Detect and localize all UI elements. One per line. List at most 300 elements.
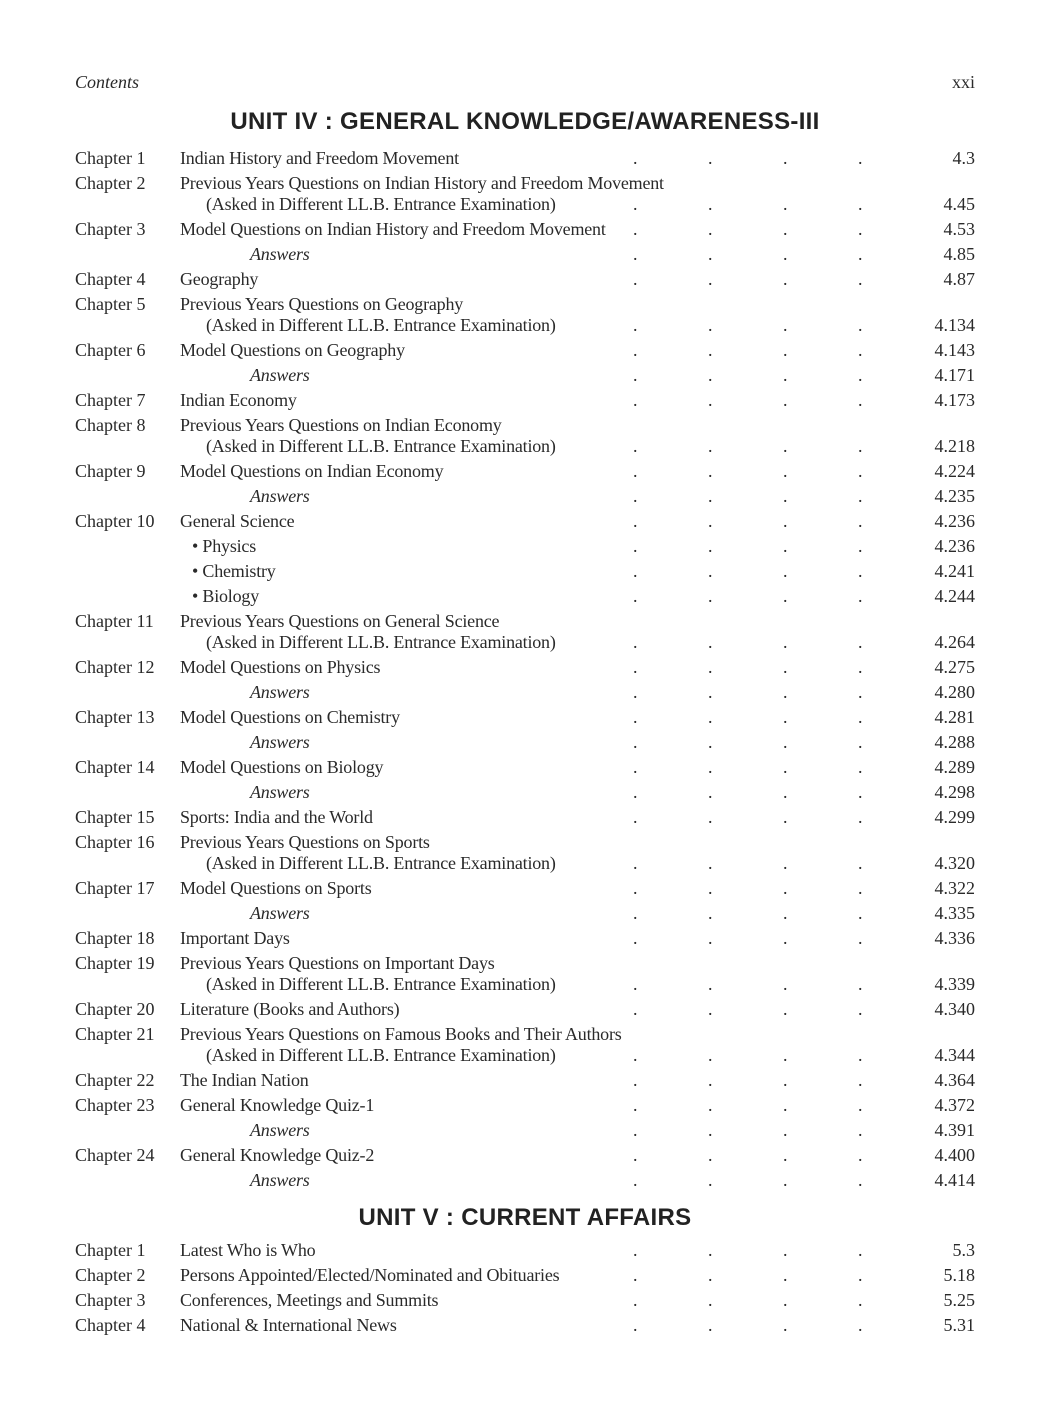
leader-dot: . (633, 1070, 638, 1090)
toc-entry (0, 1069, 1050, 1091)
leader-dot: . (858, 1265, 863, 1285)
chapter-number: Chapter 5 (75, 294, 146, 314)
leader-dot: . (633, 486, 638, 506)
leader-dot: . (708, 244, 713, 264)
leader-dot: . (858, 1095, 863, 1115)
leader-dot: . (633, 903, 638, 923)
page-reference: 4.400 (934, 1145, 975, 1165)
chapter-number: Chapter 4 (75, 269, 146, 289)
leader-dot: . (858, 999, 863, 1019)
toc-entry (0, 998, 1050, 1020)
toc-entry-continuation (0, 193, 1050, 215)
leader-dot: . (633, 928, 638, 948)
page-reference: 4.289 (934, 757, 975, 777)
toc-entry (0, 902, 1050, 924)
leader-dot: . (858, 219, 863, 239)
page-reference: 4.173 (934, 390, 975, 410)
leader-dot: . (708, 682, 713, 702)
chapter-title: Important Days (180, 928, 290, 948)
chapter-number: Chapter 21 (75, 1024, 155, 1044)
leader-dot: . (708, 536, 713, 556)
page-reference: 4.3 (952, 148, 975, 168)
toc-entry (0, 364, 1050, 386)
toc-entry (0, 389, 1050, 411)
chapter-number: Chapter 23 (75, 1095, 155, 1115)
leader-dot: . (783, 148, 788, 168)
leader-dot: . (633, 974, 638, 994)
leader-dot: . (708, 194, 713, 214)
chapter-number: Chapter 20 (75, 999, 155, 1019)
toc-entry (0, 927, 1050, 949)
leader-dot: . (708, 269, 713, 289)
toc-entry-continuation (0, 314, 1050, 336)
leader-dot: . (858, 657, 863, 677)
leader-dot: . (708, 1120, 713, 1140)
page-reference: 4.391 (934, 1120, 975, 1140)
page-number: xxi (951, 72, 975, 92)
toc-entry-continuation (0, 1044, 1050, 1066)
toc-entry (0, 1119, 1050, 1141)
leader-dot: . (708, 1095, 713, 1115)
leader-dot: . (783, 1265, 788, 1285)
leader-dot: . (633, 561, 638, 581)
chapter-number: Chapter 3 (75, 219, 146, 239)
leader-dot: . (633, 461, 638, 481)
chapter-number: Chapter 2 (75, 173, 146, 193)
toc-entry (0, 831, 1050, 853)
leader-dot: . (708, 632, 713, 652)
leader-dot: . (783, 365, 788, 385)
leader-dot: . (858, 1240, 863, 1260)
leader-dot: . (708, 219, 713, 239)
chapter-title: Model Questions on Geography (180, 340, 405, 360)
toc-entry (0, 806, 1050, 828)
leader-dot: . (783, 536, 788, 556)
chapter-number: Chapter 7 (75, 390, 146, 410)
page-reference: 4.134 (934, 315, 975, 335)
leader-dot: . (783, 390, 788, 410)
leader-dot: . (708, 903, 713, 923)
leader-dot: . (708, 878, 713, 898)
toc-entry (0, 585, 1050, 607)
toc-entry (0, 560, 1050, 582)
subtopic-title: • Physics (192, 536, 257, 556)
leader-dot: . (633, 148, 638, 168)
leader-dot: . (858, 1120, 863, 1140)
toc-entry (0, 172, 1050, 194)
toc-entry (0, 1094, 1050, 1116)
toc-entry-continuation (0, 631, 1050, 653)
chapter-subtitle: (Asked in Different LL.B. Entrance Examination) (206, 974, 556, 994)
toc-entry-continuation (0, 973, 1050, 995)
leader-dot: . (708, 1070, 713, 1090)
chapter-number: Chapter 12 (75, 657, 155, 677)
toc-entry (0, 610, 1050, 632)
toc-entry (0, 460, 1050, 482)
leader-dot: . (633, 707, 638, 727)
chapter-title: The Indian Nation (180, 1070, 309, 1090)
leader-dot: . (633, 194, 638, 214)
page-reference: 5.31 (943, 1315, 975, 1335)
leader-dot: . (783, 974, 788, 994)
chapter-title: Previous Years Questions on Important Days (180, 953, 495, 973)
leader-dot: . (858, 148, 863, 168)
leader-dot: . (858, 878, 863, 898)
toc-entry-continuation (0, 852, 1050, 874)
leader-dot: . (783, 807, 788, 827)
leader-dot: . (633, 782, 638, 802)
chapter-number: Chapter 22 (75, 1070, 155, 1090)
chapter-title: Previous Years Questions on General Science (180, 611, 500, 631)
chapter-title: Previous Years Questions on Geography (180, 294, 464, 314)
unit-heading: UNIT V : CURRENT AFFAIRS (358, 1204, 692, 1231)
toc-entry (0, 1264, 1050, 1286)
leader-dot: . (708, 732, 713, 752)
running-header-title: Contents (75, 72, 140, 92)
leader-dot: . (633, 1170, 638, 1190)
leader-dot: . (708, 148, 713, 168)
chapter-number: Chapter 19 (75, 953, 155, 973)
chapter-subtitle: (Asked in Different LL.B. Entrance Examination) (206, 436, 556, 456)
toc-entry (0, 1023, 1050, 1045)
toc-entry (0, 1144, 1050, 1166)
page-reference: 4.224 (934, 461, 975, 481)
answers-label: Answers (250, 1120, 310, 1140)
page-reference: 4.87 (943, 269, 975, 289)
leader-dot: . (708, 1290, 713, 1310)
leader-dot: . (708, 461, 713, 481)
leader-dot: . (783, 340, 788, 360)
chapter-title: Conferences, Meetings and Summits (180, 1290, 439, 1310)
chapter-number: Chapter 2 (75, 1265, 146, 1285)
page-reference: 4.339 (934, 974, 975, 994)
leader-dot: . (708, 340, 713, 360)
leader-dot: . (633, 1290, 638, 1310)
leader-dot: . (708, 807, 713, 827)
leader-dot: . (858, 365, 863, 385)
toc-entry (0, 1239, 1050, 1261)
chapter-title: Model Questions on Sports (180, 878, 372, 898)
leader-dot: . (633, 682, 638, 702)
chapter-number: Chapter 14 (75, 757, 155, 777)
leader-dot: . (858, 1145, 863, 1165)
page-reference: 4.45 (943, 194, 975, 214)
chapter-number: Chapter 15 (75, 807, 155, 827)
leader-dot: . (858, 461, 863, 481)
toc-entry (0, 1169, 1050, 1191)
page-reference: 4.335 (934, 903, 975, 923)
chapter-number: Chapter 11 (75, 611, 154, 631)
leader-dot: . (858, 390, 863, 410)
toc-entry (0, 1289, 1050, 1311)
leader-dot: . (783, 707, 788, 727)
page-reference: 4.336 (934, 928, 975, 948)
chapter-title: Previous Years Questions on Famous Books and Their Authors (180, 1024, 622, 1044)
leader-dot: . (783, 486, 788, 506)
toc-entry (0, 218, 1050, 240)
page-reference: 5.18 (943, 1265, 975, 1285)
leader-dot: . (708, 1315, 713, 1335)
chapter-title: Model Questions on Physics (180, 657, 381, 677)
leader-dot: . (633, 536, 638, 556)
chapter-number: Chapter 9 (75, 461, 146, 481)
chapter-subtitle: (Asked in Different LL.B. Entrance Examination) (206, 853, 556, 873)
chapter-title: Previous Years Questions on Sports (180, 832, 430, 852)
chapter-title: Persons Appointed/Elected/Nominated and Obituaries (180, 1265, 560, 1285)
toc-entry (0, 339, 1050, 361)
page-reference: 4.281 (934, 707, 975, 727)
chapter-number: Chapter 18 (75, 928, 155, 948)
leader-dot: . (708, 390, 713, 410)
leader-dot: . (783, 219, 788, 239)
toc-entry (0, 535, 1050, 557)
leader-dot: . (708, 999, 713, 1019)
leader-dot: . (858, 269, 863, 289)
leader-dot: . (783, 1170, 788, 1190)
leader-dot: . (783, 682, 788, 702)
page-reference: 4.414 (934, 1170, 975, 1190)
page-reference: 4.235 (934, 486, 975, 506)
leader-dot: . (783, 657, 788, 677)
page-reference: 4.364 (934, 1070, 975, 1090)
chapter-number: Chapter 1 (75, 1240, 146, 1260)
page-reference: 4.236 (934, 511, 975, 531)
toc-entry (0, 656, 1050, 678)
toc-entry (0, 147, 1050, 169)
leader-dot: . (783, 315, 788, 335)
toc-entry (0, 681, 1050, 703)
leader-dot: . (633, 657, 638, 677)
answers-label: Answers (250, 244, 310, 264)
leader-dot: . (708, 707, 713, 727)
leader-dot: . (858, 536, 863, 556)
answers-label: Answers (250, 365, 310, 385)
leader-dot: . (633, 365, 638, 385)
leader-dot: . (858, 561, 863, 581)
page-reference: 4.85 (943, 244, 975, 264)
unit-heading: UNIT IV : GENERAL KNOWLEDGE/AWARENESS-III (230, 108, 820, 135)
leader-dot: . (858, 682, 863, 702)
leader-dot: . (858, 853, 863, 873)
leader-dot: . (858, 194, 863, 214)
chapter-number: Chapter 10 (75, 511, 155, 531)
leader-dot: . (708, 853, 713, 873)
chapter-title: Model Questions on Biology (180, 757, 384, 777)
leader-dot: . (783, 853, 788, 873)
answers-label: Answers (250, 682, 310, 702)
leader-dot: . (708, 657, 713, 677)
leader-dot: . (783, 244, 788, 264)
chapter-subtitle: (Asked in Different LL.B. Entrance Examination) (206, 1045, 556, 1065)
leader-dot: . (858, 1045, 863, 1065)
leader-dot: . (708, 511, 713, 531)
leader-dot: . (708, 436, 713, 456)
toc-entry-continuation (0, 435, 1050, 457)
page-reference: 4.241 (934, 561, 975, 581)
leader-dot: . (858, 757, 863, 777)
leader-dot: . (783, 1045, 788, 1065)
toc-entry (0, 1314, 1050, 1336)
chapter-subtitle: (Asked in Different LL.B. Entrance Examination) (206, 632, 556, 652)
leader-dot: . (708, 1240, 713, 1260)
answers-label: Answers (250, 782, 310, 802)
leader-dot: . (783, 903, 788, 923)
leader-dot: . (708, 1145, 713, 1165)
toc-entry (0, 952, 1050, 974)
page-reference: 4.264 (934, 632, 975, 652)
leader-dot: . (858, 315, 863, 335)
leader-dot: . (708, 586, 713, 606)
chapter-number: Chapter 3 (75, 1290, 146, 1310)
leader-dot: . (708, 782, 713, 802)
page-reference: 4.143 (934, 340, 975, 360)
leader-dot: . (633, 340, 638, 360)
toc-entry (0, 877, 1050, 899)
leader-dot: . (858, 1290, 863, 1310)
leader-dot: . (783, 436, 788, 456)
leader-dot: . (858, 1315, 863, 1335)
leader-dot: . (633, 1045, 638, 1065)
page-reference: 4.280 (934, 682, 975, 702)
leader-dot: . (783, 999, 788, 1019)
answers-label: Answers (250, 903, 310, 923)
leader-dot: . (858, 782, 863, 802)
leader-dot: . (858, 486, 863, 506)
leader-dot: . (633, 732, 638, 752)
answers-label: Answers (250, 1170, 310, 1190)
leader-dot: . (633, 632, 638, 652)
page-reference: 4.218 (934, 436, 975, 456)
leader-dot: . (633, 1240, 638, 1260)
leader-dot: . (858, 1170, 863, 1190)
toc-entry (0, 243, 1050, 265)
chapter-title: Previous Years Questions on Indian Economy (180, 415, 502, 435)
leader-dot: . (708, 486, 713, 506)
leader-dot: . (858, 707, 863, 727)
chapter-number: Chapter 17 (75, 878, 155, 898)
leader-dot: . (783, 878, 788, 898)
toc-entry (0, 706, 1050, 728)
toc-entry (0, 781, 1050, 803)
leader-dot: . (783, 511, 788, 531)
toc-entry (0, 268, 1050, 290)
leader-dot: . (858, 1070, 863, 1090)
leader-dot: . (708, 315, 713, 335)
leader-dot: . (708, 928, 713, 948)
leader-dot: . (783, 928, 788, 948)
leader-dot: . (783, 1290, 788, 1310)
page-reference: 4.320 (934, 853, 975, 873)
chapter-title: Indian Economy (180, 390, 297, 410)
chapter-title: Model Questions on Indian History and Freedom Movement (180, 219, 606, 239)
toc-entry (0, 731, 1050, 753)
page-reference: 4.344 (934, 1045, 975, 1065)
leader-dot: . (633, 269, 638, 289)
leader-dot: . (783, 1070, 788, 1090)
leader-dot: . (783, 632, 788, 652)
leader-dot: . (633, 853, 638, 873)
page-reference: 4.171 (934, 365, 975, 385)
chapter-title: Geography (180, 269, 259, 289)
leader-dot: . (858, 340, 863, 360)
leader-dot: . (633, 1095, 638, 1115)
leader-dot: . (783, 1240, 788, 1260)
leader-dot: . (783, 732, 788, 752)
page-reference: 4.299 (934, 807, 975, 827)
page-reference: 4.244 (934, 586, 975, 606)
chapter-title: Indian History and Freedom Movement (180, 148, 459, 168)
leader-dot: . (633, 807, 638, 827)
leader-dot: . (633, 244, 638, 264)
chapter-subtitle: (Asked in Different LL.B. Entrance Examination) (206, 194, 556, 214)
chapter-number: Chapter 1 (75, 148, 146, 168)
leader-dot: . (783, 269, 788, 289)
leader-dot: . (708, 1045, 713, 1065)
page-reference: 4.288 (934, 732, 975, 752)
chapter-title: National & International News (180, 1315, 397, 1335)
page-reference: 4.298 (934, 782, 975, 802)
leader-dot: . (633, 1265, 638, 1285)
leader-dot: . (783, 561, 788, 581)
chapter-title: Latest Who is Who (180, 1240, 316, 1260)
page-reference: 4.236 (934, 536, 975, 556)
leader-dot: . (858, 586, 863, 606)
leader-dot: . (633, 878, 638, 898)
answers-label: Answers (250, 732, 310, 752)
chapter-number: Chapter 4 (75, 1315, 146, 1335)
leader-dot: . (633, 1315, 638, 1335)
chapter-number: Chapter 6 (75, 340, 146, 360)
page-reference: 4.372 (934, 1095, 975, 1115)
chapter-number: Chapter 16 (75, 832, 155, 852)
subtopic-title: • Biology (192, 586, 260, 606)
leader-dot: . (783, 461, 788, 481)
page-reference: 4.53 (943, 219, 975, 239)
leader-dot: . (783, 1120, 788, 1140)
chapter-title: Sports: India and the World (180, 807, 373, 827)
leader-dot: . (708, 974, 713, 994)
answers-label: Answers (250, 486, 310, 506)
leader-dot: . (633, 586, 638, 606)
leader-dot: . (783, 757, 788, 777)
page-reference: 5.3 (952, 1240, 975, 1260)
leader-dot: . (633, 511, 638, 531)
leader-dot: . (858, 436, 863, 456)
leader-dot: . (633, 757, 638, 777)
leader-dot: . (858, 974, 863, 994)
toc-entry (0, 414, 1050, 436)
leader-dot: . (708, 1170, 713, 1190)
leader-dot: . (858, 903, 863, 923)
leader-dot: . (708, 757, 713, 777)
leader-dot: . (633, 999, 638, 1019)
leader-dot: . (858, 807, 863, 827)
leader-dot: . (708, 561, 713, 581)
subtopic-title: • Chemistry (192, 561, 276, 581)
leader-dot: . (783, 1315, 788, 1335)
leader-dot: . (858, 511, 863, 531)
toc-entry (0, 293, 1050, 315)
leader-dot: . (633, 315, 638, 335)
chapter-title: Literature (Books and Authors) (180, 999, 400, 1019)
chapter-title: General Knowledge Quiz-2 (180, 1145, 375, 1165)
leader-dot: . (708, 365, 713, 385)
toc-entry (0, 485, 1050, 507)
leader-dot: . (633, 390, 638, 410)
chapter-title: Previous Years Questions on Indian History and Freedom Movement (180, 173, 664, 193)
leader-dot: . (858, 632, 863, 652)
leader-dot: . (783, 782, 788, 802)
